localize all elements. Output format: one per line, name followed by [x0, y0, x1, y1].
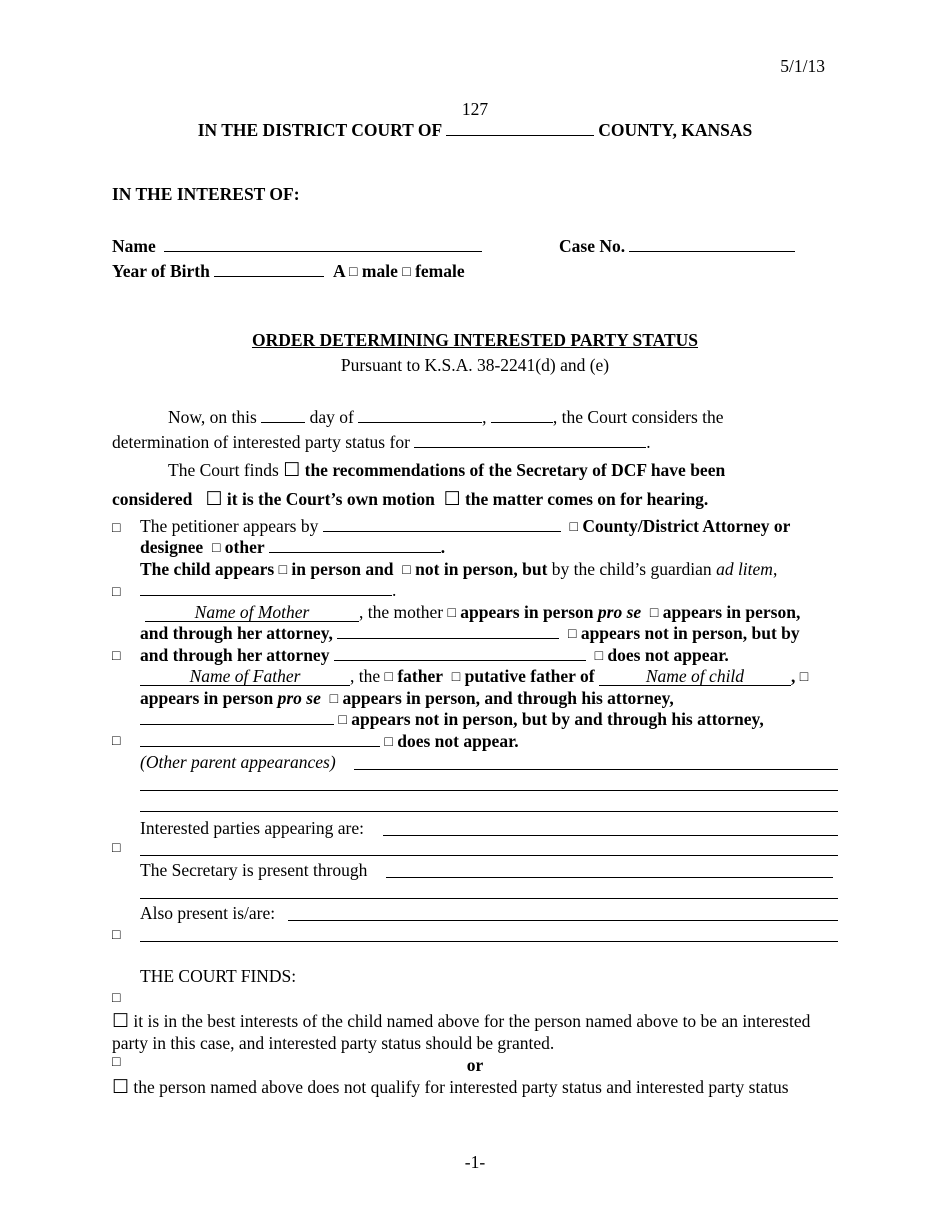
recommendations-checkbox[interactable]: ☐ — [283, 460, 301, 481]
mother-with-attorney-checkbox[interactable]: □ — [649, 606, 659, 621]
county-field[interactable] — [446, 120, 594, 136]
considered-text: considered — [112, 489, 193, 509]
mother-not-in-person-text: appears not in person, but by — [580, 623, 800, 643]
mother-not-appear-checkbox[interactable]: □ — [594, 649, 604, 664]
petitioner-checkbox[interactable]: □ — [112, 521, 121, 536]
court-finds-heading: THE COURT FINDS: — [140, 966, 297, 986]
also-present-checkbox[interactable]: □ — [112, 1055, 121, 1070]
mother-attorney-text-2: and through her attorney — [140, 645, 330, 665]
other-parent-label: (Other parent appearances) — [140, 752, 336, 772]
father-text: father — [397, 666, 444, 686]
court-finds-line — [168, 460, 725, 481]
child-name-field[interactable]: Name of child — [599, 667, 791, 686]
other-parent-field-2[interactable] — [140, 790, 838, 791]
father-pro-se-checkbox[interactable]: □ — [799, 670, 809, 685]
father-checkbox[interactable]: □ — [112, 734, 121, 749]
mother-appears-text: appears in person — [460, 602, 594, 622]
other-checkbox[interactable]: □ — [211, 541, 221, 556]
grant-checkbox[interactable]: ☐ — [112, 1011, 130, 1032]
mother-attorney-field-2[interactable] — [334, 645, 586, 661]
father-attorney-line-2 — [140, 731, 519, 754]
other-parent-field-1[interactable] — [354, 769, 838, 770]
putative-father-checkbox[interactable]: □ — [451, 670, 461, 685]
finding-option-1 — [112, 1011, 810, 1032]
putative-father-text: putative father of — [464, 666, 595, 686]
ad-litem-text: ad litem — [716, 559, 773, 579]
secretary-field-2[interactable] — [140, 898, 838, 899]
or-divider: or — [466, 1055, 484, 1075]
mother-attorney-text: and through her attorney, — [140, 623, 333, 643]
secretary-checkbox[interactable]: □ — [112, 991, 121, 1006]
father-with-attorney-checkbox[interactable]: □ — [329, 692, 339, 707]
court-heading — [0, 120, 950, 141]
other-field[interactable] — [269, 537, 441, 553]
day-field[interactable] — [261, 407, 305, 423]
female-label: female — [415, 261, 465, 281]
father-name-field[interactable]: Name of Father — [140, 667, 350, 686]
other-text: other — [224, 537, 265, 557]
mother-pro-se-checkbox[interactable]: □ — [447, 606, 456, 621]
interested-parties-checkbox[interactable]: □ — [112, 928, 121, 943]
a-label: A — [332, 261, 345, 281]
father-not-in-person-text: appears not in person, but by and through his attorney, — [351, 709, 764, 729]
guardian-row: . — [140, 580, 396, 601]
designee-line: designee □ other . — [140, 537, 446, 557]
person-field[interactable] — [414, 432, 646, 448]
mother-appears-person-text: appears in person, — [662, 602, 801, 622]
day-of-text: day of — [309, 407, 354, 427]
male-checkbox[interactable]: □ — [349, 265, 358, 280]
father-line: Name of Father , the □ father □ putative father of Name of child , □ — [140, 666, 808, 689]
recommendations-text: the recommendations of the Secretary of DCF have been — [304, 460, 726, 480]
name-label: Name — [112, 236, 156, 256]
secretary-field-1[interactable] — [386, 877, 833, 878]
court-finds-text: The Court finds — [168, 460, 279, 480]
guardian-field[interactable] — [140, 580, 392, 596]
child-checkbox[interactable]: □ — [112, 585, 121, 600]
the-text: , the — [350, 666, 381, 686]
mother-attorney-line — [140, 623, 800, 646]
interest-of-heading: IN THE INTEREST OF: — [112, 184, 300, 204]
mother-not-appear-text: does not appear. — [607, 645, 729, 665]
male-label: male — [361, 261, 398, 281]
father-with-attorney-text: appears in person, and through his attorney, — [342, 688, 674, 708]
father-appears-text: appears in person — [140, 688, 274, 708]
mother-checkbox[interactable]: □ — [112, 649, 121, 664]
designee-text: designee — [140, 537, 204, 557]
page-number: -1- — [464, 1152, 486, 1172]
guardian-text: by the child’s guardian — [551, 559, 712, 579]
deny-text-1: the person named above does not qualify for interested party status and interested party status — [133, 1077, 789, 1097]
now-on-this-text: Now, on this — [168, 407, 257, 427]
hearing-checkbox[interactable]: ☐ — [443, 489, 461, 510]
father-appears-line — [140, 688, 674, 711]
form-date: 5/1/13 — [780, 56, 825, 76]
name-field[interactable] — [164, 236, 482, 252]
child-line: The child appears □ in person and □ not in person, but by the child’s guardian ad litem, — [140, 559, 778, 579]
father-pro-se-text: pro se — [277, 688, 321, 708]
finding-option-2 — [112, 1077, 789, 1098]
also-present-field-2[interactable] — [140, 941, 838, 942]
mother-pro-se-text: pro se — [597, 602, 642, 622]
female-checkbox[interactable]: □ — [402, 265, 411, 280]
case-label: Case No. — [559, 236, 626, 256]
father-attorney-line — [140, 709, 764, 732]
own-motion-text: it is the Court’s own motion — [226, 489, 435, 509]
case-row — [559, 236, 795, 257]
mother-name-field[interactable]: Name of Mother — [145, 603, 359, 622]
child-not-in-person-text: not in person, but — [415, 559, 548, 579]
other-parent-checkbox[interactable]: □ — [112, 841, 121, 856]
secretary-label: The Secretary is present through — [140, 860, 368, 880]
father-role-checkbox[interactable]: □ — [384, 670, 393, 685]
petitioner-field[interactable] — [323, 516, 561, 532]
father-attorney-field[interactable] — [140, 709, 334, 725]
also-present-field-1[interactable] — [288, 920, 838, 921]
child-in-person-text: in person and — [291, 559, 394, 579]
also-present-label: Also present is/are: — [140, 903, 276, 923]
order-subtitle: Pursuant to K.S.A. 38-2241(d) and (e) — [340, 355, 610, 375]
father-not-appear-checkbox[interactable]: □ — [384, 735, 393, 750]
mother-attorney-line-2 — [140, 645, 729, 668]
mother-attorney-field[interactable] — [337, 623, 559, 639]
form-number: 127 — [461, 99, 489, 119]
interested-parties-field-2[interactable] — [140, 855, 838, 856]
other-parent-field-3[interactable] — [140, 811, 838, 812]
hearing-text: the matter comes on for hearing. — [464, 489, 709, 509]
year-field[interactable] — [491, 407, 553, 423]
father-not-in-person-checkbox[interactable]: □ — [338, 713, 347, 728]
child-not-in-person-checkbox[interactable]: □ — [402, 563, 411, 578]
considered-line — [112, 489, 708, 510]
father-not-appear-text: does not appear. — [397, 731, 519, 751]
child-in-person-checkbox[interactable]: □ — [278, 563, 288, 578]
interested-parties-field-1[interactable] — [383, 835, 838, 836]
order-title: ORDER DETERMINING INTERESTED PARTY STATUS — [251, 330, 699, 350]
own-motion-checkbox[interactable]: ☐ — [205, 489, 223, 510]
month-field[interactable] — [358, 407, 482, 423]
petitioner-text: The petitioner appears by — [140, 516, 319, 536]
yob-row — [112, 261, 465, 284]
mother-not-in-person-checkbox[interactable]: □ — [567, 627, 577, 642]
the-mother-text: , the mother — [359, 602, 444, 622]
determination-text: determination of interested party status for — [112, 432, 410, 452]
mother-line — [145, 602, 800, 625]
grant-text-2: party in this case, and interested party status should be granted. — [112, 1033, 555, 1053]
child-appears-text: The child appears — [140, 559, 275, 579]
petitioner-line — [140, 516, 790, 539]
yob-field[interactable] — [214, 261, 324, 277]
county-attorney-text: County/District Attorney or — [582, 516, 791, 536]
court-prefix: IN THE DISTRICT COURT OF — [197, 120, 442, 140]
interested-parties-label: Interested parties appearing are: — [140, 818, 364, 838]
yob-label: Year of Birth — [112, 261, 210, 281]
now-on-this-line: Now, on this day of , , the Court considers the — [168, 407, 724, 427]
father-attorney-field-2[interactable] — [140, 731, 380, 747]
county-attorney-checkbox[interactable]: □ — [569, 520, 578, 535]
name-row — [112, 236, 482, 257]
case-number-field[interactable] — [629, 236, 795, 252]
grant-text-1: it is in the best interests of the child named above for the person named above to be an interested — [133, 1011, 811, 1031]
determination-line: determination of interested party status for . — [112, 432, 651, 452]
court-considers-text: , the Court considers the — [552, 407, 724, 427]
deny-checkbox[interactable]: ☐ — [112, 1077, 130, 1098]
court-suffix: COUNTY, KANSAS — [598, 120, 753, 140]
